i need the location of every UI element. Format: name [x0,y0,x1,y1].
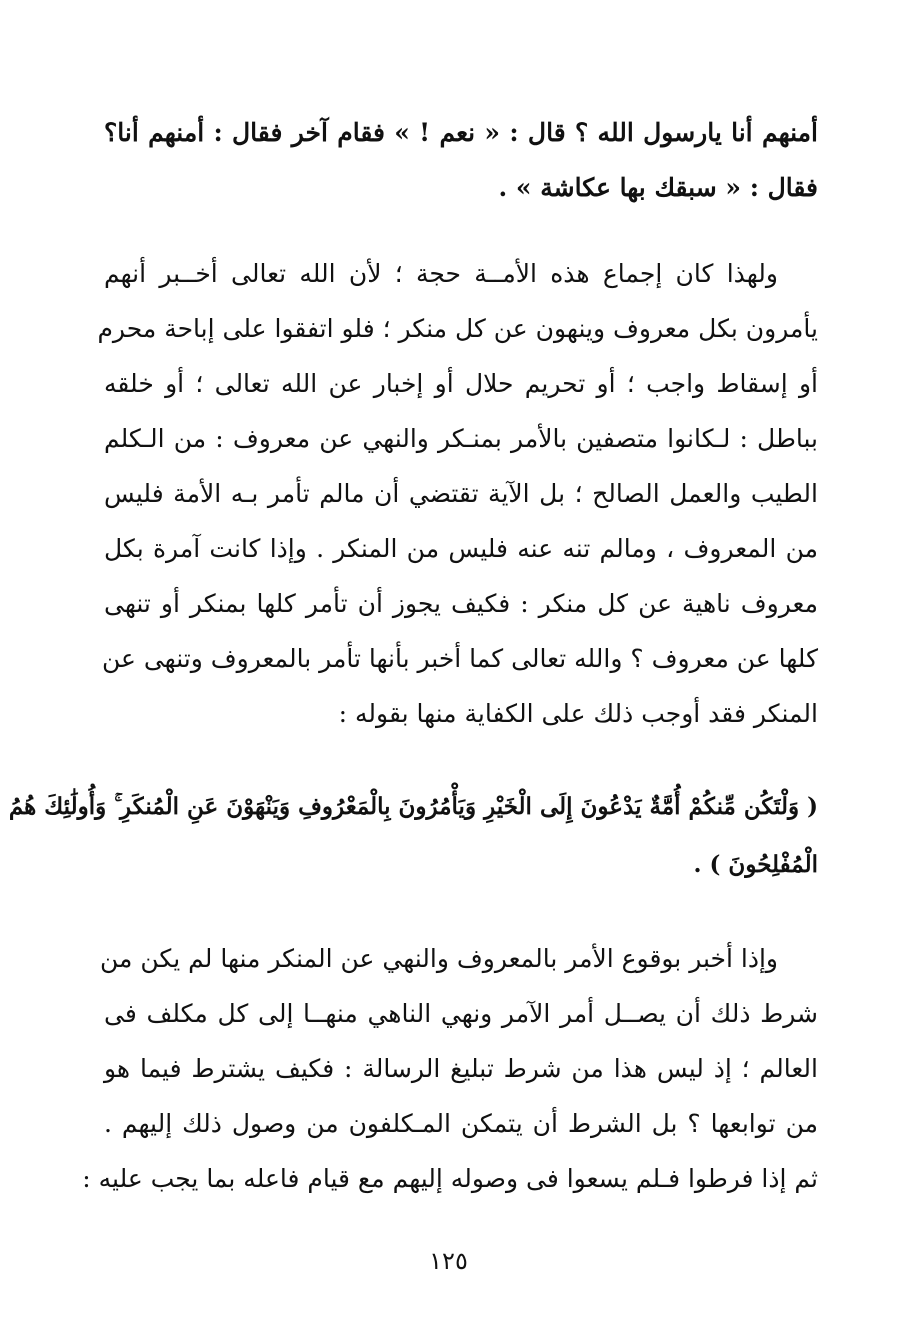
text-line: بباطل : لـكانوا متصفين بالأمر بمنـكر والنهي عن معروف : من الـكلم [104,424,818,453]
quran-verse [8,778,818,894]
text-line: ثم إذا فرطوا فـلم يسعوا فى وصوله إليهم مع قيام فاعله بما يجب عليه : [82,1164,818,1193]
paragraph-1 [104,105,818,215]
paragraph-3-text [82,931,818,1206]
text-line: الطيب والعمل الصالح ؛ بل الآية تقتضي أن مالم تأمر بـه الأمة فليس [104,479,818,508]
text-line: فقال : « سبقك بها عكاشة » . [498,173,818,202]
text-line: وإذا أخبر بوقوع الأمر بالمعروف والنهي عن المنكر منها لم يكن من [100,944,778,973]
page-number: ١٢٥ [429,1247,468,1275]
verse-line: الْمُفْلِحُونَ ) . [693,851,818,878]
text-line: المنكر فقد أوجب ذلك على الكفاية منها بقوله : [338,699,818,728]
text-line: من توابعها ؟ بل الشرط أن يتمكن المـكلفون من وصول ذلك إليهم . [104,1109,818,1138]
paragraph-3 [82,931,818,1206]
text-line: ولهذا كان إجماع هذه الأمــة حجة ؛ لأن الله تعالى أخــبر أنهم [104,259,778,288]
paragraph-1-text [104,105,818,215]
text-line: يأمرون بكل معروف وينهون عن كل منكر ؛ فلو اتفقوا على إباحة محرم [97,314,818,343]
text-line: أمنهم أنا يارسول الله ؟ قال : « نعم ! » فقام آخر فقال : أمنهم أنا؟ [104,118,818,147]
text-line: شرط ذلك أن يصــل أمر الآمر ونهي الناهي منهــا إلى كل مكلف فى [104,999,818,1028]
text-line: كلها عن معروف ؟ والله تعالى كما أخبر بأنها تأمر بالمعروف وتنهى عن [101,644,818,673]
paragraph-2 [97,246,818,741]
text-line: معروف ناهية عن كل منكر : فكيف يجوز أن تأمر كلها بمنكر أو تنهى [104,589,818,618]
verse-line: ( وَلْتَكُن مِّنكُمْ أُمَّةٌ يَدْعُونَ إِلَى الْخَيْرِ وَيَأْمُرُونَ بِالْمَعْرُوفِ وَيَنْهَوْنَ عَنِ الْمُنكَرِ ۚ وَأُولَٰئِكَ هُمُ [8,793,818,820]
text-line: من المعروف ، ومالم تنه عنه فليس من المنكر . وإذا كانت آمرة بكل [104,534,818,563]
paragraph-2-text [97,246,818,741]
text-line: أو إسقاط واجب ؛ أو تحريم حلال أو إخبار عن الله تعالى ؛ أو خلقه [104,369,818,398]
text-line: العالم ؛ إذ ليس هذا من شرط تبليغ الرسالة : فكيف يشترط فيما هو [104,1054,818,1083]
